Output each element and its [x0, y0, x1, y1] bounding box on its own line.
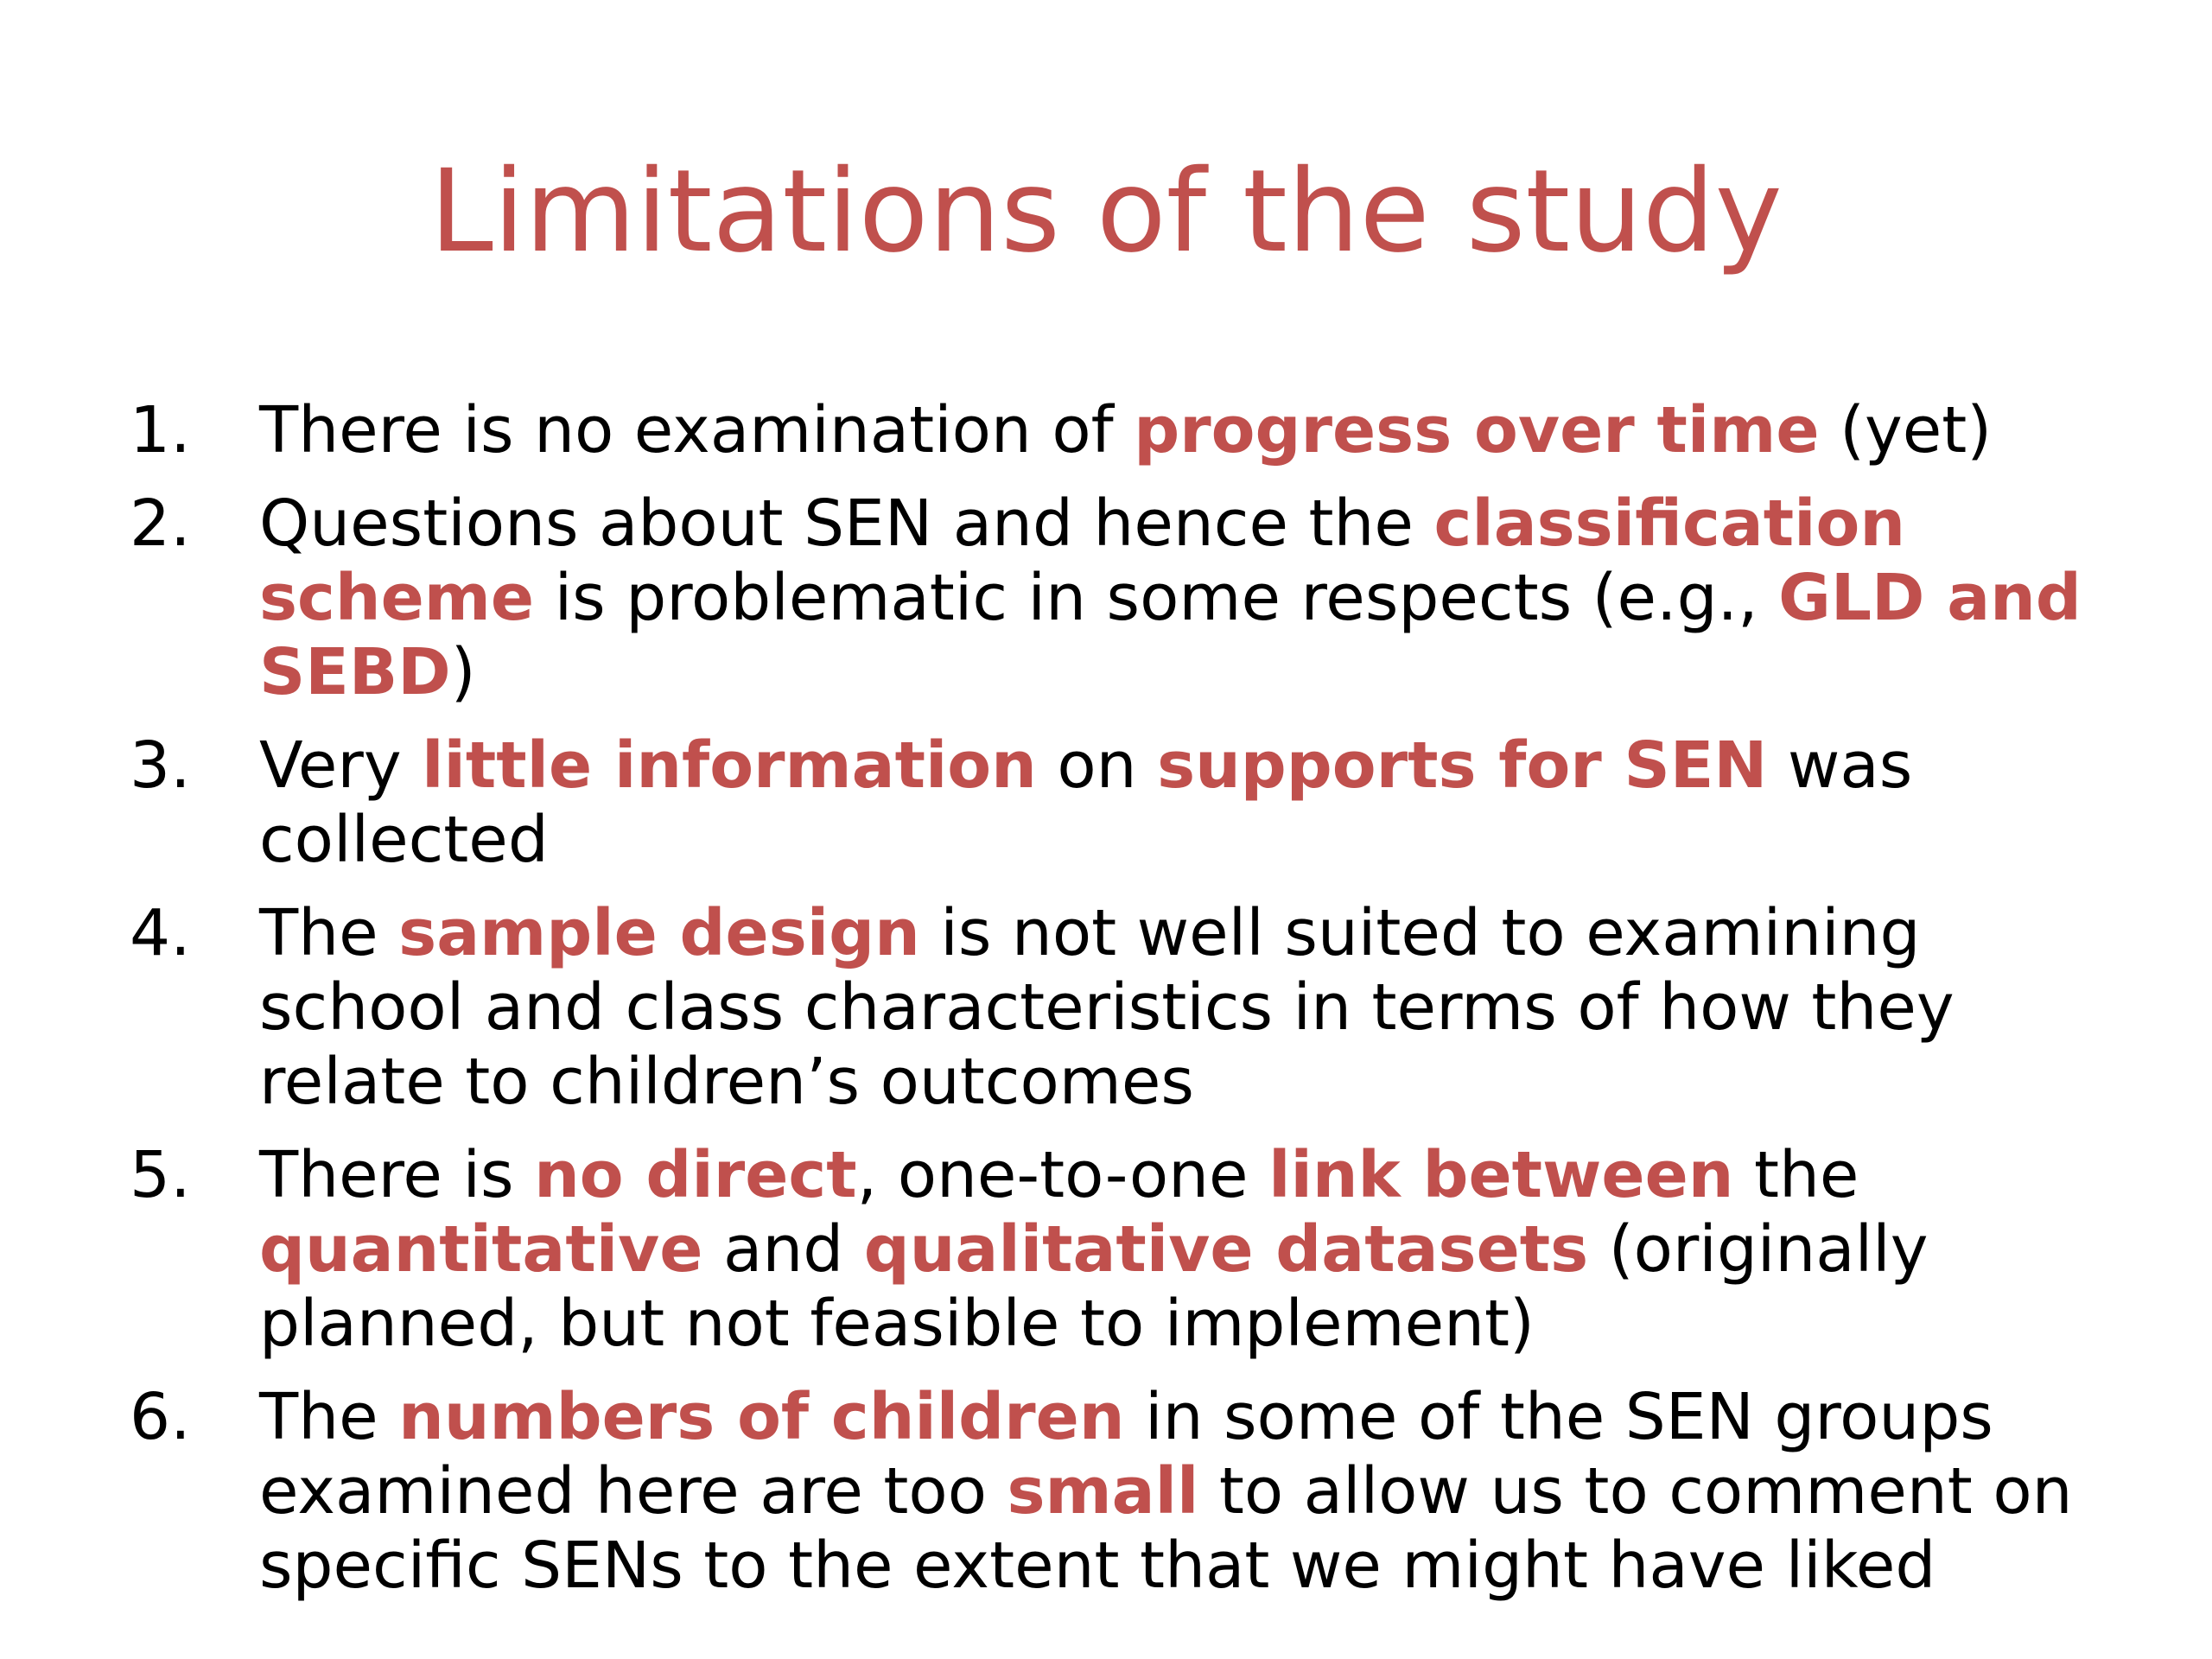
highlight-segment: qualitative datasets: [863, 1212, 1589, 1287]
highlight-segment: classification scheme: [259, 486, 1906, 635]
text-segment: (yet): [1819, 393, 1993, 467]
item-text: [259, 486, 2082, 709]
item-text: [259, 728, 1912, 877]
list-item: [130, 728, 2117, 877]
highlight-segment: no direct: [534, 1138, 857, 1212]
text-segment: was collected: [259, 728, 1913, 877]
highlight-segment: GLD and SEBD: [259, 561, 2082, 709]
highlight-segment: small: [1007, 1454, 1199, 1529]
text-segment: is not well suited to examining school and class characteristics in terms of how they relate to children’s outcomes: [259, 896, 1955, 1119]
item-number: 5.: [130, 1138, 191, 1212]
highlight-segment: supports for SEN: [1157, 728, 1768, 803]
highlight-segment: numbers of children: [398, 1380, 1125, 1454]
highlight-segment: little information: [422, 728, 1037, 803]
highlight-segment: progress over time: [1134, 393, 1820, 467]
item-number: 3.: [130, 728, 191, 803]
slide-title: Limitations of the study: [429, 145, 1783, 278]
list-item: [130, 393, 2117, 467]
list-item: [130, 1380, 2117, 1603]
text-segment: ): [450, 635, 476, 709]
item-text: [259, 896, 1955, 1119]
text-segment: There is no examination of: [259, 393, 1135, 467]
highlight-segment: sample design: [398, 896, 920, 970]
list-item: [130, 896, 2117, 1119]
text-segment: (originally planned, but not feasible to implement): [259, 1212, 1929, 1361]
item-text: [259, 1138, 1929, 1361]
text-segment: and: [702, 1212, 864, 1287]
highlight-segment: quantitative: [259, 1212, 703, 1287]
text-segment: , one-to-one: [856, 1138, 1269, 1212]
text-segment: There is: [259, 1138, 535, 1212]
text-segment: is problematic in some respects (e.g.,: [534, 561, 1779, 635]
item-number: 4.: [130, 896, 191, 970]
text-segment: The: [259, 1380, 399, 1454]
text-segment: to allow us to comment on specific SENs to the extent that we might have liked: [259, 1454, 2073, 1603]
text-segment: on: [1036, 728, 1158, 803]
text-segment: the: [1733, 1138, 1859, 1212]
limitations-list: [130, 393, 2117, 1622]
text-segment: Questions about SEN and hence the: [259, 486, 1434, 561]
text-segment: Very: [259, 728, 423, 803]
item-text: [259, 1380, 2073, 1603]
item-number: 2.: [130, 486, 191, 561]
list-item: [130, 1138, 2117, 1361]
list-item: [130, 486, 2117, 709]
item-number: 6.: [130, 1380, 191, 1454]
text-segment: in some of the SEN groups examined here are too: [259, 1380, 1993, 1529]
item-number: 1.: [130, 393, 191, 467]
highlight-segment: link between: [1268, 1138, 1734, 1212]
text-segment: The: [259, 896, 399, 970]
item-text: [259, 393, 1992, 467]
